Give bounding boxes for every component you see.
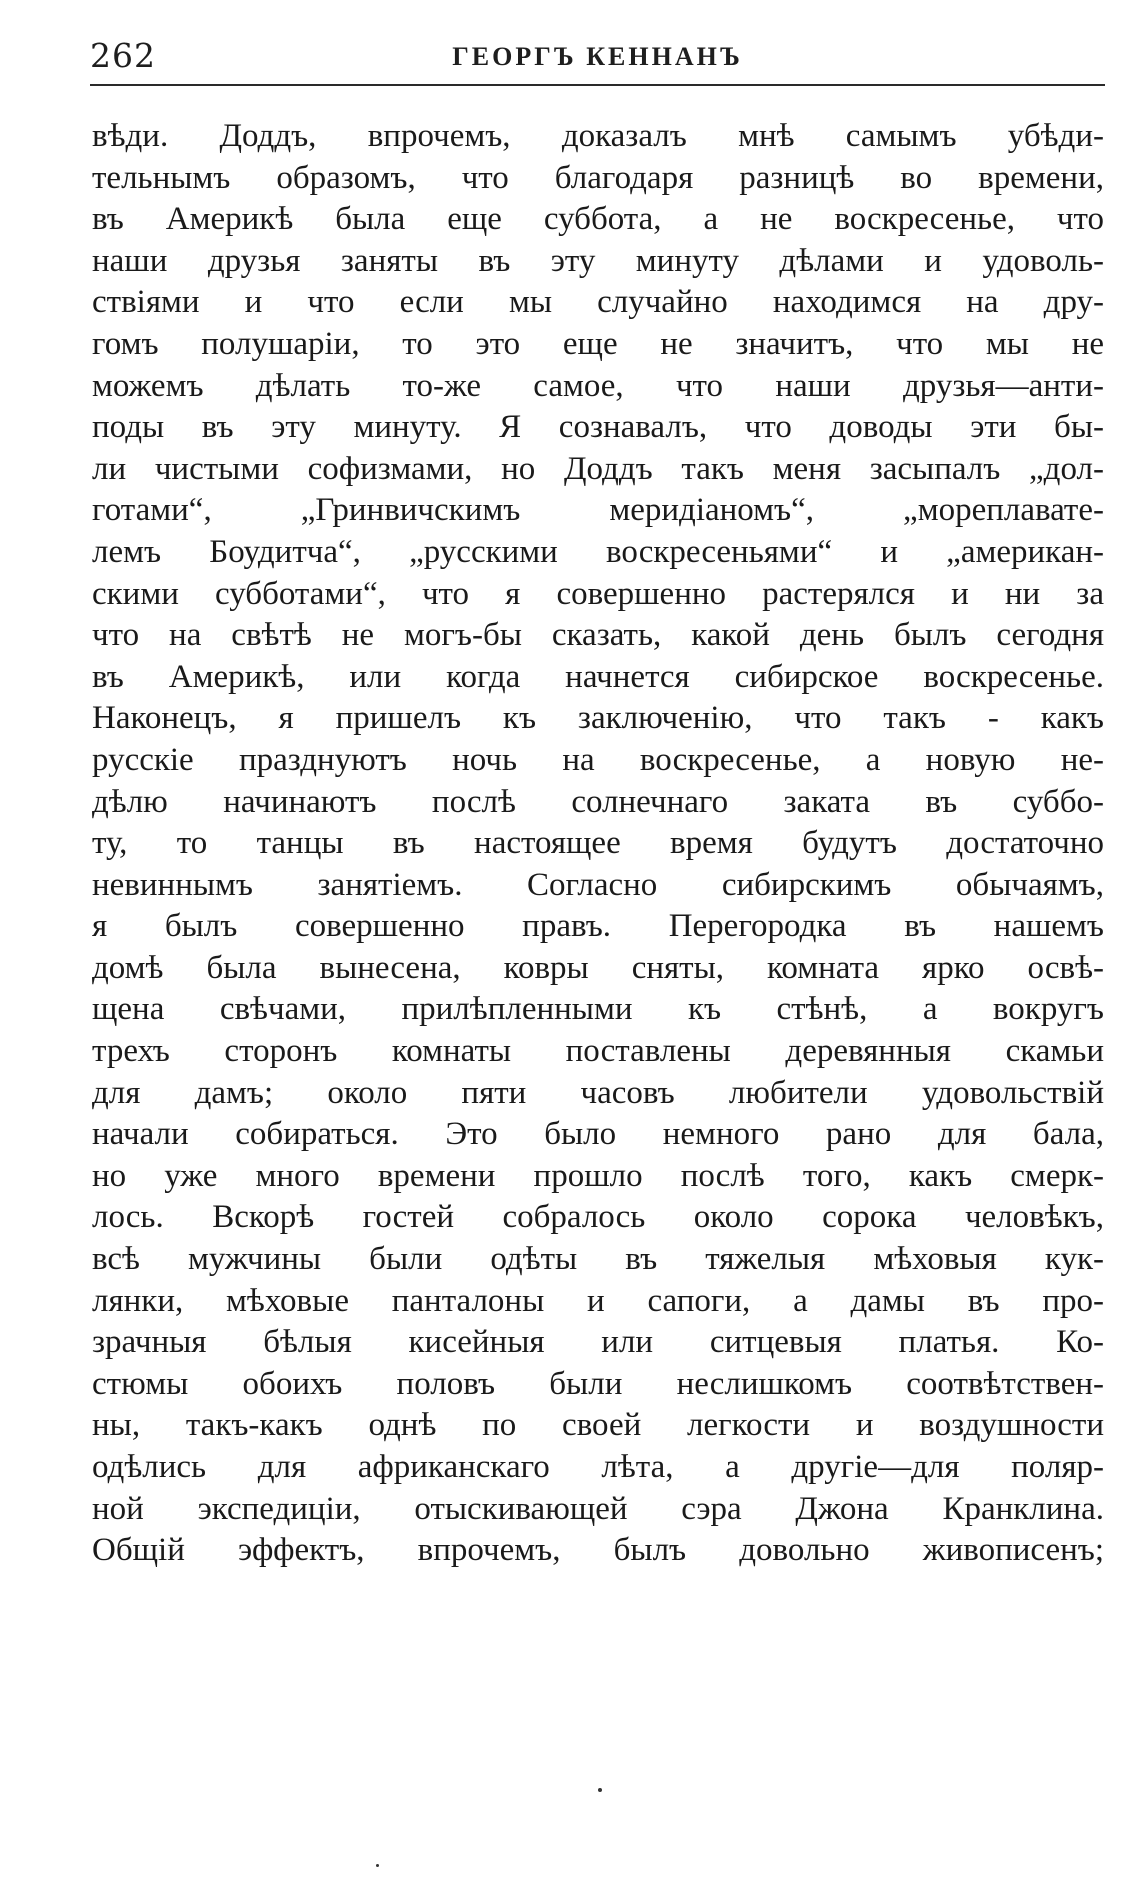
text-line: дѣлю начинаютъ послѣ солнечнаго заката въ суббо- (92, 783, 1104, 820)
body-text (92, 116, 1104, 1572)
text-line: ной экспедиціи, отыскивающей сэра Джона Кранклина. (92, 1490, 1104, 1527)
text-line: можемъ дѣлать то-же самое, что наши друзья—анти- (92, 367, 1104, 404)
text-line: лянки, мѣховые панталоны и сапоги, а дамы въ про- (92, 1282, 1104, 1319)
text-line: одѣлись для африканскаго лѣта, а другіе—для поляр- (92, 1449, 1104, 1485)
text-line: ны, такъ-какъ однѣ по своей легкости и воздушности (92, 1407, 1104, 1444)
text-line: Наконецъ, я пришелъ къ заключенію, что такъ - какъ (92, 700, 1104, 737)
running-head (90, 28, 1105, 78)
text-line: щена свѣчами, прилѣпленными къ стѣнѣ, а вокругъ (92, 991, 1104, 1028)
text-line: тельнымъ образомъ, что благодаря разницѣ во времени, (92, 159, 1104, 196)
text-line: начали собираться. Это было немного рано для бала, (92, 1116, 1104, 1153)
text-line: ту, то танцы въ настоящее время будутъ достаточно (92, 825, 1104, 862)
text-line: всѣ мужчины были одѣты въ тяжелыя мѣховыя кук- (92, 1241, 1104, 1278)
text-line: поды въ эту минуту. Я сознавалъ, что доводы эти бы- (92, 409, 1104, 446)
text-line: скими субботами“, что я совершенно растерялся и ни за (92, 575, 1104, 612)
text-line: трехъ сторонъ комнаты поставлены деревянныя скамьи (92, 1033, 1104, 1070)
ink-speck (598, 1788, 602, 1792)
text-line: Общій эффектъ, впрочемъ, былъ довольно живописенъ; (92, 1532, 1104, 1569)
header-rule (90, 84, 1105, 86)
text-line: русскіе празднуютъ ночь на воскресенье, а новую не- (92, 741, 1104, 778)
text-line: наши друзья заняты въ эту минуту дѣлами и удоволь- (92, 242, 1104, 279)
text-line: я былъ совершенно правъ. Перегородка въ нашемъ (92, 908, 1104, 945)
text-line: но уже много времени прошло послѣ того, какъ смерк- (92, 1157, 1104, 1194)
text-line: невиннымъ занятіемъ. Согласно сибирскимъ обычаямъ, (92, 866, 1104, 903)
text-line: ли чистыми софизмами, но Доддъ такъ меня засыпалъ „дол- (92, 450, 1104, 487)
text-line: ствіями и что если мы случайно находимся на дру- (92, 284, 1104, 321)
text-line: зрачныя бѣлыя кисейныя или ситцевыя платья. Ко- (92, 1324, 1104, 1361)
text-line: въ Америкѣ, или когда начнется сибирское воскресенье. (92, 658, 1104, 695)
text-line: гомъ полушаріи, то это еще не значитъ, что мы не (92, 325, 1104, 362)
page-number: 262 (90, 36, 156, 75)
ink-speck (376, 1864, 379, 1867)
text-line: готами“, „Гринвичскимъ меридіаномъ“, „мореплавате- (92, 492, 1104, 529)
text-line: лемъ Боудитча“, „русскими воскресеньями“ и „американ- (92, 533, 1104, 570)
text-line: что на свѣтѣ не могъ-бы сказать, какой день былъ сегодня (92, 617, 1104, 654)
text-line: стюмы обоихъ половъ были неслишкомъ соотвѣтствен- (92, 1365, 1104, 1402)
text-line: домѣ была вынесена, ковры сняты, комната ярко освѣ- (92, 949, 1104, 986)
text-line: для дамъ; около пяти часовъ любители удовольствій (92, 1074, 1104, 1111)
text-line: въ Америкѣ была еще суббота, а не воскресенье, что (92, 201, 1104, 238)
text-line: лось. Вскорѣ гостей собралось около сорока человѣкъ, (92, 1199, 1104, 1236)
running-title: ГЕОРГЪ КЕННАНЪ (452, 42, 743, 71)
text-line: вѣди. Доддъ, впрочемъ, доказалъ мнѣ самымъ убѣди- (92, 118, 1104, 154)
